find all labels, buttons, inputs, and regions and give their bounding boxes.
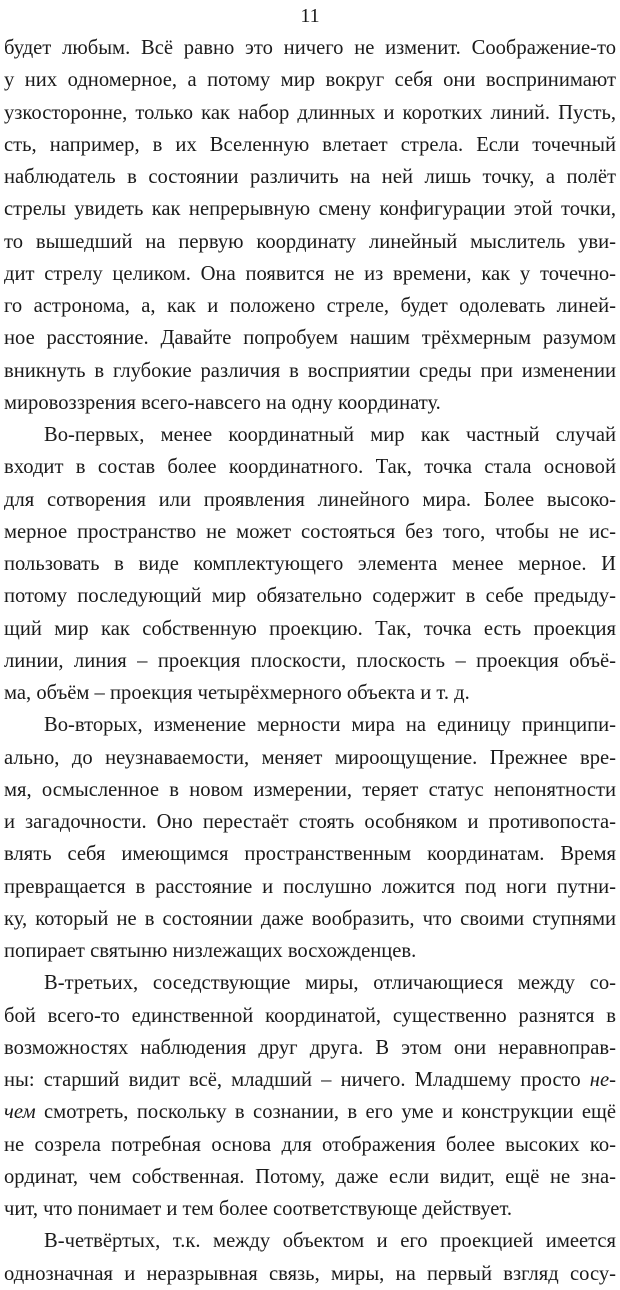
- text-line: пользовать в виде комплектующего элемента менее мерное. И: [4, 553, 616, 575]
- text-line: Во-первых, менее координатный мир как частный случай: [44, 424, 616, 446]
- text-line: превращается в расстояние и послушно ложится под ноги путни-: [4, 875, 616, 898]
- text-line: ально, до неузнаваемости, меняет мироощущение. Прежнее вре-: [4, 746, 616, 769]
- text-line: для сотворения или проявления линейного мира. Более высоко-: [4, 488, 616, 511]
- text-line: вникнуть в глубокие различия в восприятии среды при изменении: [4, 359, 616, 382]
- paragraph: [4, 709, 616, 967]
- text-line: входит в состав более координатного. Так, точка стала основой: [4, 456, 616, 479]
- text-line: ны: старший видит всё, младший – ничего. Младшему просто не-: [4, 1069, 616, 1091]
- text-line: у них одномерное, а потому мир вокруг себя они воспринимают: [4, 69, 616, 92]
- text-line: узкосторонне, только как набор длинных и коротких линий. Пусть,: [4, 101, 616, 124]
- text-line: наблюдатель в состоянии различить на ней лишь точку, а полёт: [4, 166, 616, 188]
- paragraph: [4, 32, 616, 419]
- text-line: мя, осмысленное в новом измерении, теряет статус непонятности: [4, 778, 616, 801]
- text-line: чем смотреть, поскольку в сознании, в его уме и конструкции ещё: [4, 1101, 616, 1124]
- text-line: влять себя имеющимся пространственным координатам. Время: [4, 843, 616, 866]
- text-line: не созрела потребная основа для отображения более высоких ко-: [4, 1133, 616, 1156]
- text-line: мерное пространство не может состояться без того, чтобы не ис-: [4, 520, 616, 543]
- text-line: линии, линия – проекция плоскости, плоскость – проекция объё-: [4, 649, 616, 672]
- text-line: стрелы увидеть как непрерывную смену конфигурации этой точки,: [4, 198, 616, 221]
- text-line: ное расстояние. Давайте попробуем нашим трёхмерным разумом: [4, 327, 616, 350]
- text-line: В-четвёртых, т.к. между объектом и его проекцией имеется: [44, 1230, 616, 1253]
- text-line: В-третьих, соседствующие миры, отличающиеся между со-: [44, 972, 616, 995]
- text-line: чит, что понимает и тем более соответствующе действует.: [4, 1198, 513, 1220]
- text-line: попирает святыню низлежащих восхожденцев.: [4, 940, 417, 962]
- text-line: сть, например, в их Вселенную влетает стрела. Если точечный: [4, 133, 616, 156]
- text-line: однозначная и неразрывная связь, миры, на первый взгляд сосу-: [4, 1262, 616, 1285]
- paragraph: [4, 1225, 616, 1290]
- text-line: Во-вторых, изменение мерности мира на единицу принципи-: [44, 714, 616, 737]
- page-text: [4, 32, 616, 1290]
- paragraph: [4, 419, 616, 709]
- text-line: ординат, чем собственная. Потому, даже если видит, ещё не зна-: [4, 1165, 616, 1188]
- text-line: то вышедший на первую координату линейный мыслитель уви-: [4, 230, 616, 253]
- text-line: потому последующий мир обязательно содержит в себе предыду-: [4, 585, 616, 608]
- text-line: мировоззрения всего-навсего на одну координату.: [4, 391, 441, 414]
- text-line: будет любым. Всё равно это ничего не изменит. Соображение-то: [4, 37, 616, 59]
- text-line: бой всего-то единственной координатой, существенно разнятся в: [4, 1004, 616, 1027]
- page-number: 11: [300, 5, 320, 27]
- text-line: ку, который не в состоянии даже вообразить, что своими ступнями: [4, 907, 616, 930]
- text-line: щий мир как собственную проекцию. Так, точка есть проекция: [4, 617, 616, 640]
- text-line: и загадочности. Оно перестаёт стоять особняком и противопоста-: [4, 811, 616, 833]
- text-line: ма, объём – проекция четырёхмерного объекта и т. д.: [4, 682, 470, 704]
- text-line: дит стрелу целиком. Она появится не из времени, как у точечно-: [4, 262, 616, 285]
- text-line: го астронома, а, как и положено стреле, будет одолевать линей-: [4, 295, 616, 317]
- paragraph: [4, 967, 616, 1225]
- text-line: возможностях наблюдения друг друга. В этом они неравноправ-: [4, 1036, 616, 1059]
